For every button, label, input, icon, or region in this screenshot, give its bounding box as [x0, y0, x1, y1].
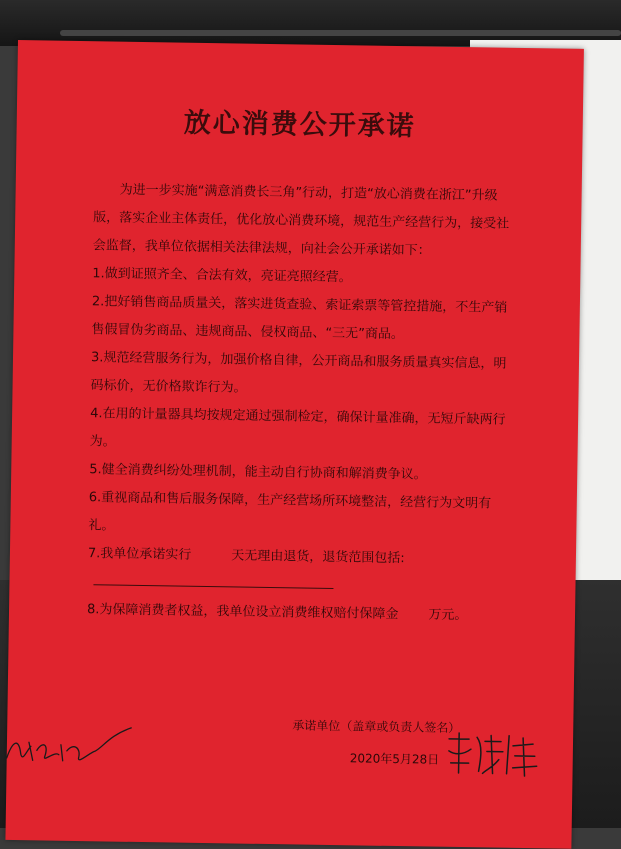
commitment-item-8: [87, 596, 507, 631]
document-body: [87, 176, 514, 631]
signer-label: 承诺单位（盖章或负责人签名）: [292, 716, 460, 736]
item7-blank: [191, 559, 231, 560]
signing-date: 2020年5月28日: [350, 749, 440, 767]
commitment-item-5: 5.健全消费纠纷处理机制，能主动自行协商和解消费争议。: [89, 456, 509, 491]
handwritten-signature-right: [442, 729, 543, 781]
return-scope-blank-line: [93, 570, 333, 589]
item8-text-b: 万元。: [428, 608, 467, 624]
commitment-item-4: 4.在用的计量器具均按规定通过强制检定，确保计量准确，无短斤缺两行为。: [89, 400, 510, 463]
item7-text-a: 7.我单位承诺实行: [88, 546, 192, 563]
handwritten-signature-left: [0, 720, 139, 772]
commitment-item-6: 6.重视商品和售后服务保障，生产经营场所环境整洁，经营行为文明有礼。: [88, 484, 509, 547]
commitment-item-2: 2.把好销售商品质量关，落实进货查验、索证索票等管控措施，不生产销售假冒伪劣商品、违规商品、侵权商品、“三无”商品。: [91, 288, 512, 351]
item8-text-a: 8.为保障消费者权益，我单位设立消费维权赔付保障金: [87, 602, 399, 622]
red-commitment-paper: [5, 40, 583, 849]
commitment-item-7: [87, 540, 508, 603]
intro-paragraph: 为进一步实施“满意消费长三角”行动，打造“放心消费在浙江”升级版，落实企业主体责任，优化放心消费环境，规范生产经营行为，接受社会监督，我单位依据相关法律法规，向社会公开承诺如下：: [93, 176, 514, 267]
keyboard-edge: [60, 30, 621, 36]
document: [5, 40, 583, 849]
document-title: 放心消费公开承诺: [16, 98, 583, 146]
item7-text-b: 天无理由退货，退货范围包括:: [231, 548, 405, 566]
commitment-item-3: 3.规范经营服务行为，加强价格自律，公开商品和服务质量真实信息，明码标价，无价格欺诈行为。: [90, 344, 511, 407]
commitment-item-1: 1.做到证照齐全、合法有效，亮证亮照经营。: [92, 260, 512, 295]
